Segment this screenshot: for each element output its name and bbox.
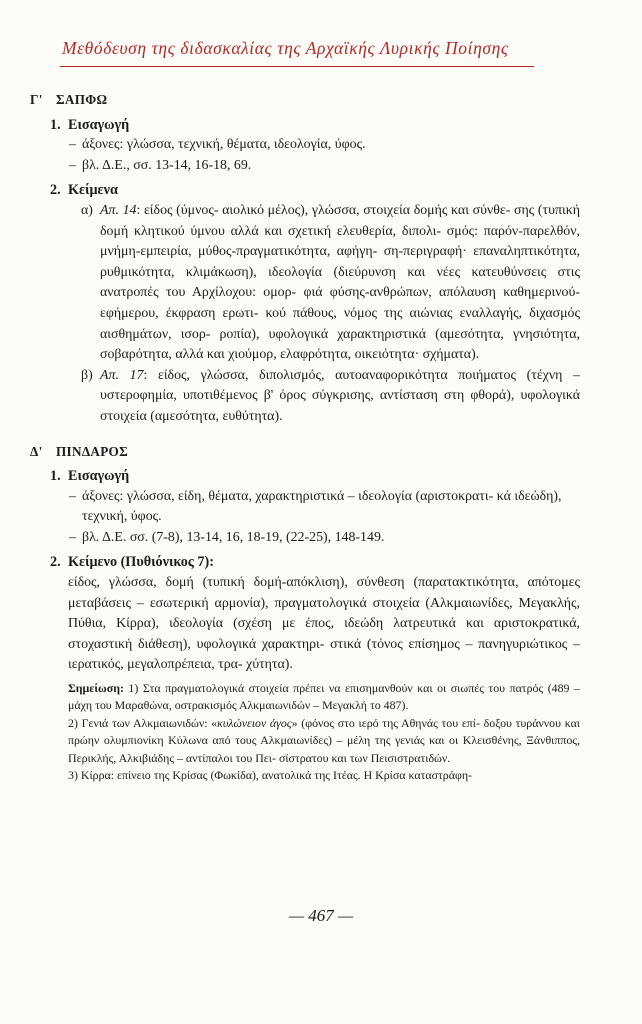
header-rule [60,66,534,67]
page-number: — 467 — [288,906,354,925]
subheading-introduction: 1. Εισαγωγή [50,468,130,485]
note-label: Σημείωση: [68,681,124,696]
running-header: Μεθόδευση της διδασκαλίας της Αρχαϊκής Λυρικής Ποίησης [62,38,509,58]
dash-bullet: – [69,488,76,504]
section-heading-pindar [30,442,580,463]
dash-bullet: – [69,157,76,173]
list-item: – βλ. Δ.Ε., σσ. 13-14, 16-18, 69. [30,156,580,177]
subheading-text-pythian-7: 2. Κείμενο (Πυθιόνικος 7): [50,554,214,571]
note-2: 2) Γενιά των Αλκμαιωνιδών: «κυλώνειον άγος» (φόνος στο ιερό της Αθηνάς του επί- δοξου τυράννου και πρώην ολυμπιονίκη Κύλωνα από τους Αλκμαιωνίδες) – μέλη της γενιάς και οι Κλεισθένης, Ξάνθιππος, Περικλής, Αλκιβιάδης – αντίπαλοι του Πει- σίστρατου και των Πεισιστρατιδών. [68,715,581,765]
section-title: ΠΙΝΔΑΡΟΣ [56,443,129,459]
subheading-introduction: 1. Εισαγωγή [50,116,130,133]
paragraph-fragment-17: β) Απ. 17: είδος, γλώσσα, διπολισμός, αυτοαναφορικότητα ποιήματος (τέχνη – υστεροφημία, υποτιθέμενος β' όρος σύγκρισης, αντίσταση στη φθορά), υφολογικά στοιχεία (αμεσότητα, ευθύτητα). [81,367,580,424]
page-content [30,90,580,784]
section-number: Γ' [30,92,43,107]
paragraph-fragment-14: α) Απ. 14: είδος (ύμνος- αιολικό μέλος), γλώσσα, στοιχεία δομής και σύνθε- σης (τυπική δομή κλητικού ύμνου αλλά και σχετική ελευθερία, διπολι- σμός: παρόν-παρελθόν, μνήμη-εμπειρία, μύθος-πραγματικότητα, αφήγη- ση-περιγραφή· επαναληπτικότητα, ρυθμικότητα, κλιμάκωση), ιδεολογία (διεύρυνση και νέες κατευθύνσεις στις ανατροπές του Αρχίλοχου: ομορ- φιά φύσης-ανθρώπων, απόλαυση καθημερινού-εφήμερου, έκφραση ερωτι- κού πάθους, νόμος της αιώνιας εναλλαγής, διχασμός αισθημάτων, ισορ- ροπία), υφολογικά χαρακτηριστικά (αμεσότητα, γνησιότητα, σοβαρότητα, αλλά και χιούμορ, ελαφρότητα, οικειότητα· σχήματα). [81,202,580,363]
section-title: ΣΑΠΦΩ [56,92,108,107]
list-item: – βλ. Δ.Ε. σσ. (7-8), 13-14, 16, 18-19, (22-25), 148-149. [30,528,580,549]
list-item: – άξονες: γλώσσα, τεχνική, θέματα, ιδεολογία, ύφος. [30,135,580,156]
section-heading-sappho [30,90,580,111]
note-1: Σημείωση: 1) Στα πραγματολογικά στοιχεία πρέπει να επισημανθούν και οι σιωπές του πατρός (489 – μάχη του Μαραθώνα, οστρακισμός Αλκμαιωνιδών – Μεγακλή το 487). [68,681,580,713]
note-3: 3) Κίρρα: επίνειο της Κρίσας (Φωκίδα), ανατολικά της Ιτέας. Η Κρίσα καταστράφη- [68,768,473,783]
paragraph-pythian-7: είδος, γλώσσα, δομή (τυπική δομή-απόκλιση), σύνθεση (παρατακτικότητα, απότομες μεταβάσεις – εσωτερική αρμονία), πραγματολογικά στοιχεία (Αλκμαιωνίδες, Μεγακλής, Πύθια, Κίρρα), ιδεολογία (σχέση με έπος, ιδεώδη λατρευτικά και αριστοκρατικά, στοχαστική διάθεση), υφολογικά χαρακτηρι- στικά (τόνος επίσημος – πανηγυριώτικος – ιερατικός, μεγαλοπρέπεια, τρα- χύτητα). [68,575,580,673]
subheading-texts: 2. Κείμενα [50,182,118,199]
section-number: Δ' [30,443,43,459]
dash-bullet: – [69,529,76,545]
dash-bullet: – [69,137,76,153]
list-item: – άξονες: γλώσσα, είδη, θέματα, χαρακτηριστικά – ιδεολογία (αριστοκρατι- κά ιδεώδη), τεχνική, ύφος. [69,488,562,525]
